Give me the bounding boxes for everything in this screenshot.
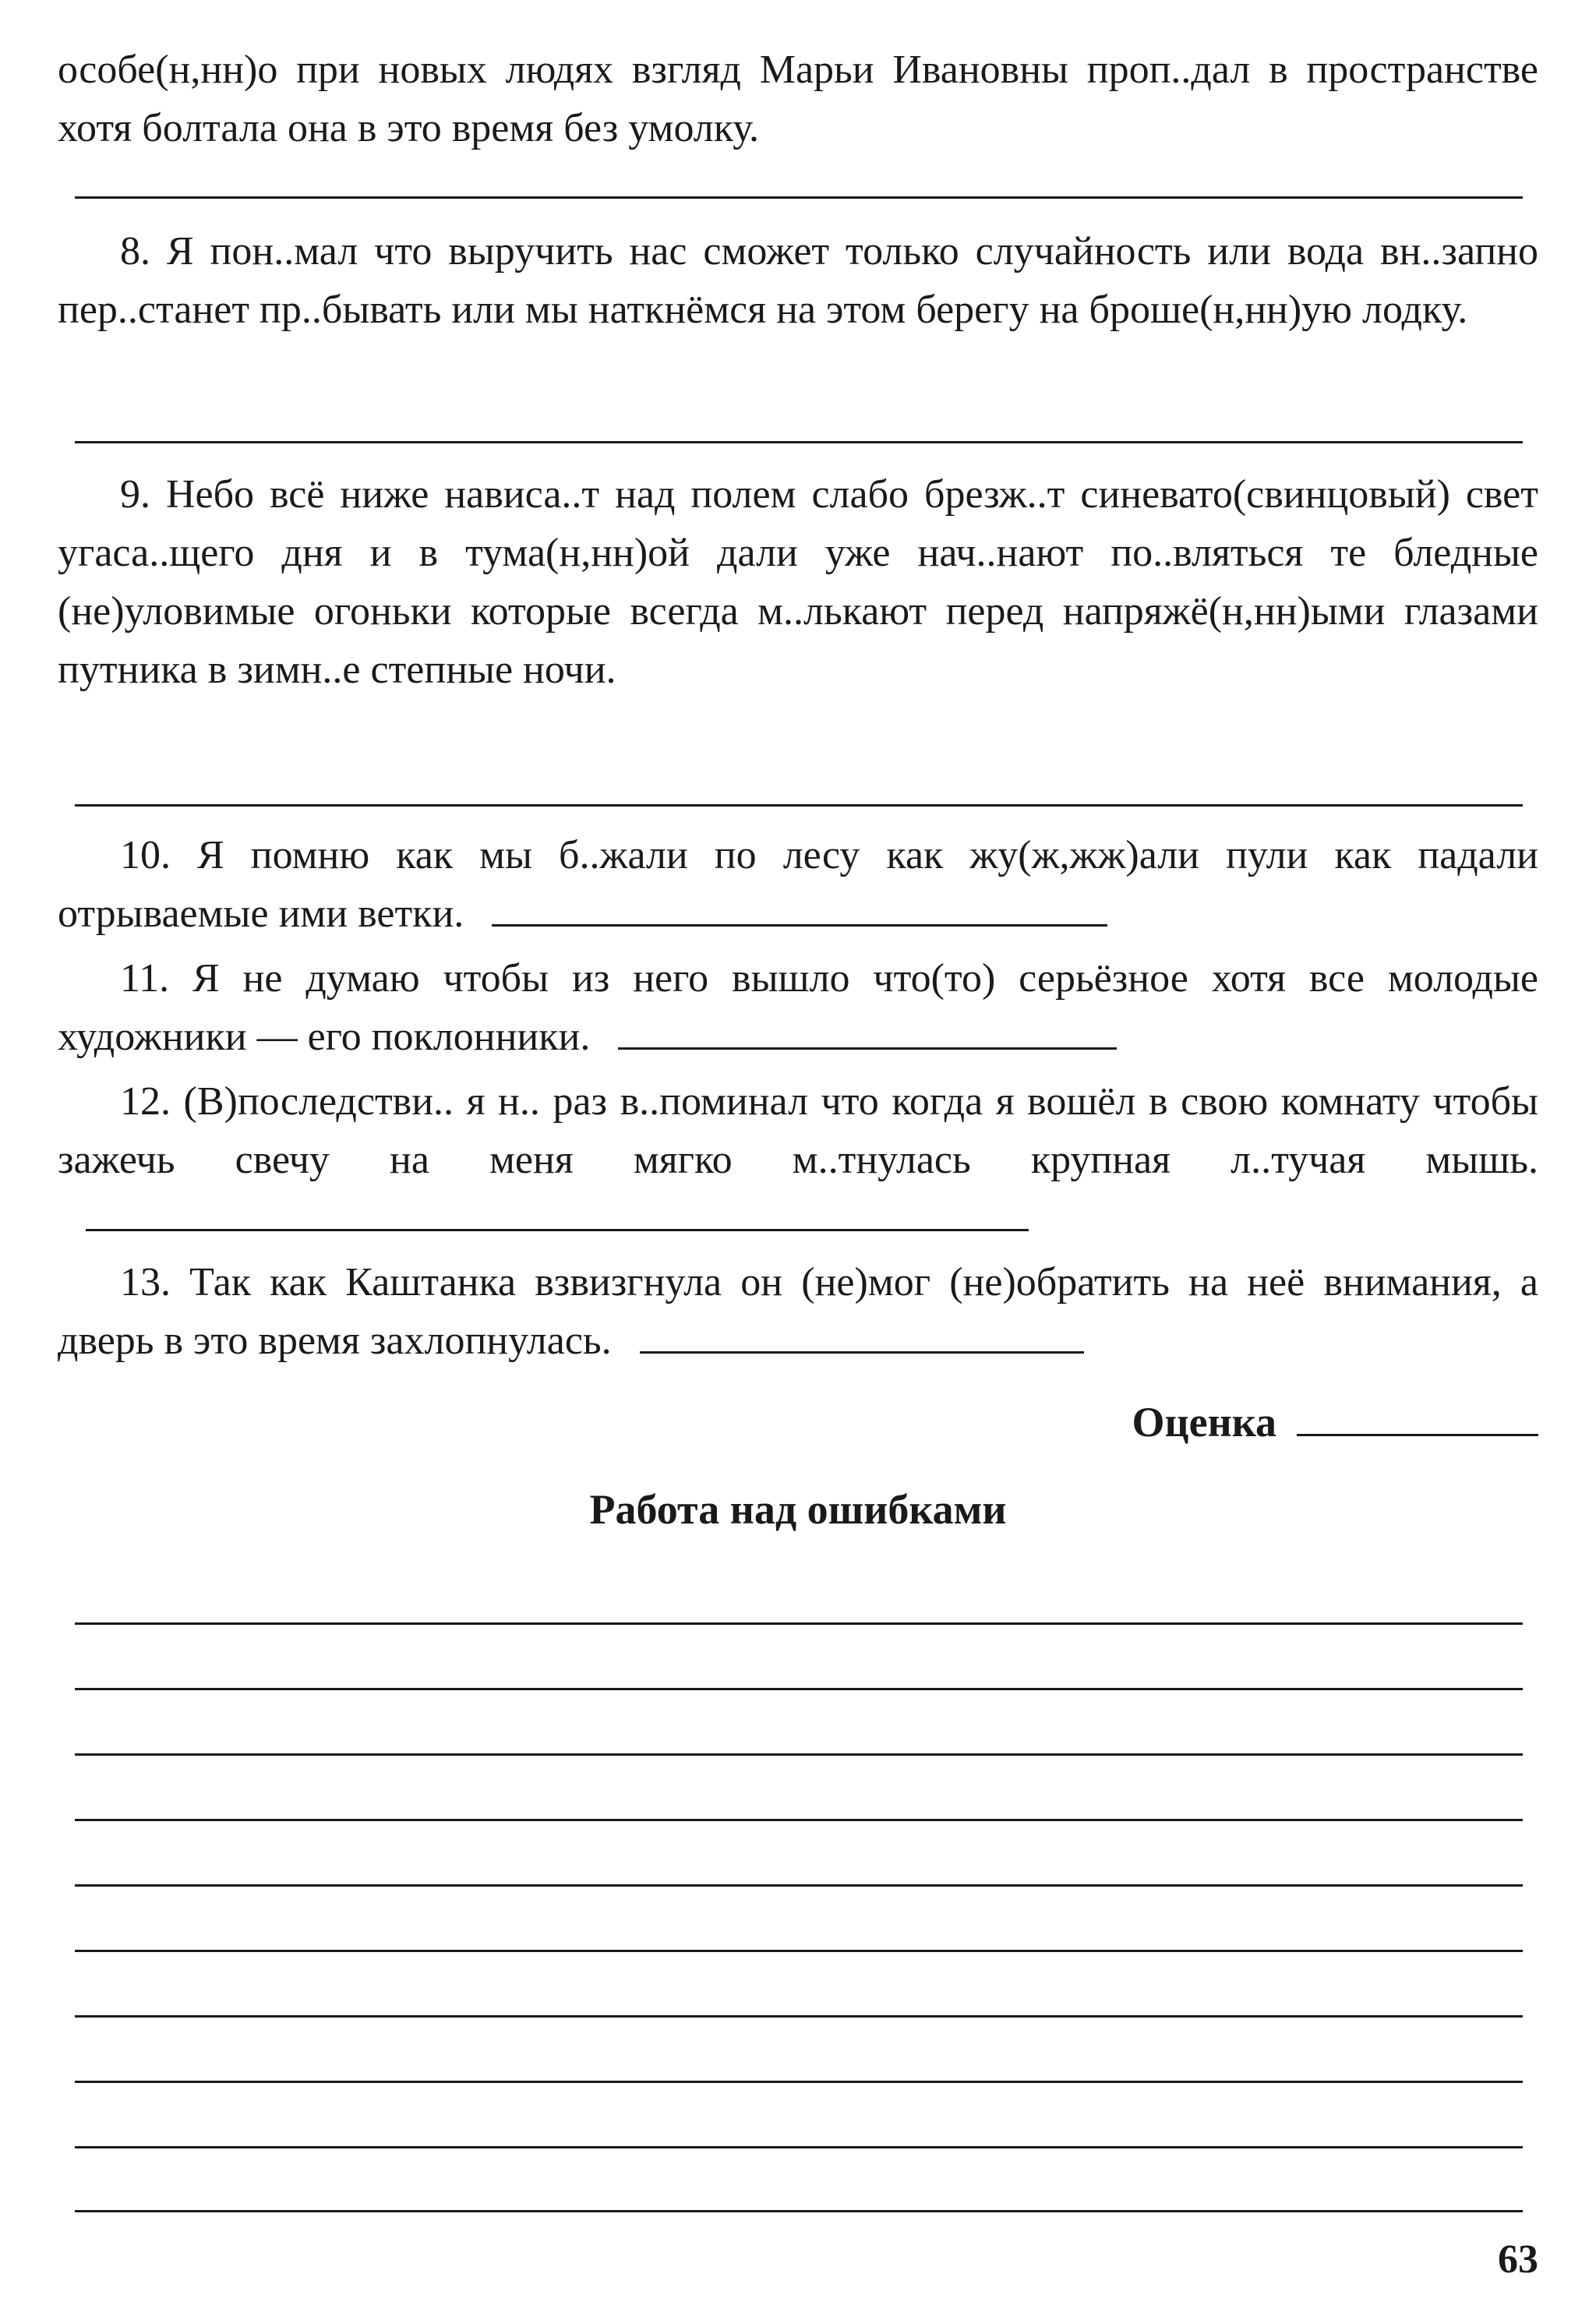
sentence-10 [58,826,1538,943]
sentence-9: 9. Небо всё ниже нависа..т над полем слабо брезж..т синевато(свинцовый) свет угаса..щего дня и в тума(н,нн)ой дали уже нач..нают по..вляться те бледные (не)уловимые огоньки которые всегда м..лькают перед напряжё(н,нн)ыми глазами путника в зимн..е степные ночи. [58,472,1538,692]
answer-line-8[interactable] [75,441,1523,443]
grade-field [1132,1393,1539,1452]
corrections-line[interactable] [75,2081,1523,2083]
answer-line-12[interactable] [86,1228,1029,1231]
corrections-line[interactable] [75,2015,1523,2018]
corrections-line[interactable] [75,1622,1523,1625]
corrections-line[interactable] [75,1753,1523,1756]
corrections-heading: Работа над ошибками [589,1486,1007,1533]
corrections-line[interactable] [75,2146,1523,2148]
answer-line-9[interactable] [75,804,1523,807]
answer-line-11[interactable] [618,1047,1117,1050]
sentence-13 [58,1253,1538,1370]
corrections-line[interactable] [75,1688,1523,1690]
corrections-line[interactable] [75,1950,1523,1952]
corrections-line[interactable] [75,2210,1523,2212]
grade-label: Оценка [1132,1399,1276,1446]
sentence-11 [58,949,1538,1066]
sentence-11-text: 11. Я не думаю чтобы из него вышло что(то) серьёзное хотя все молодые художники — его поклонники. [58,956,1538,1059]
sentence-12-text: 12. (В)последстви.. я н.. раз в..поминал что когда я вошёл в свою комнату чтобы зажечь свечу на меня мягко м..тнулась крупная л..тучая мышь. [58,1079,1538,1182]
sentence-8: 8. Я пон..мал что выручить нас сможет только случайность или вода вн..запно пер..станет пр..бывать или мы наткнёмся на этом берегу на броше(н,нн)ую лодку. [58,229,1538,332]
sentence-13-text: 13. Так как Каштанка взвизгнула он (не)мог (не)обратить на неё внимания, а дверь в это время захлопнулась. [58,1260,1538,1363]
answer-line-10[interactable] [492,923,1107,927]
corrections-line[interactable] [75,1884,1523,1887]
sentence-12 [58,1072,1538,1248]
grade-line[interactable] [1297,1433,1538,1436]
answer-line-13[interactable] [640,1350,1084,1354]
answer-line-7[interactable] [75,196,1523,199]
page-number: 63 [1498,2237,1538,2282]
corrections-line[interactable] [75,1819,1523,1821]
sentence-10-text: 10. Я помню как мы б..жали по лесу как жу(ж,жж)али пули как падали отрываемые ими ветки. [58,833,1538,936]
sentence-7-continuation: особе(н,нн)о при новых людях взгляд Марьи Ивановны проп..дал в пространстве хотя болтала она в это время без умолку. [58,48,1538,150]
